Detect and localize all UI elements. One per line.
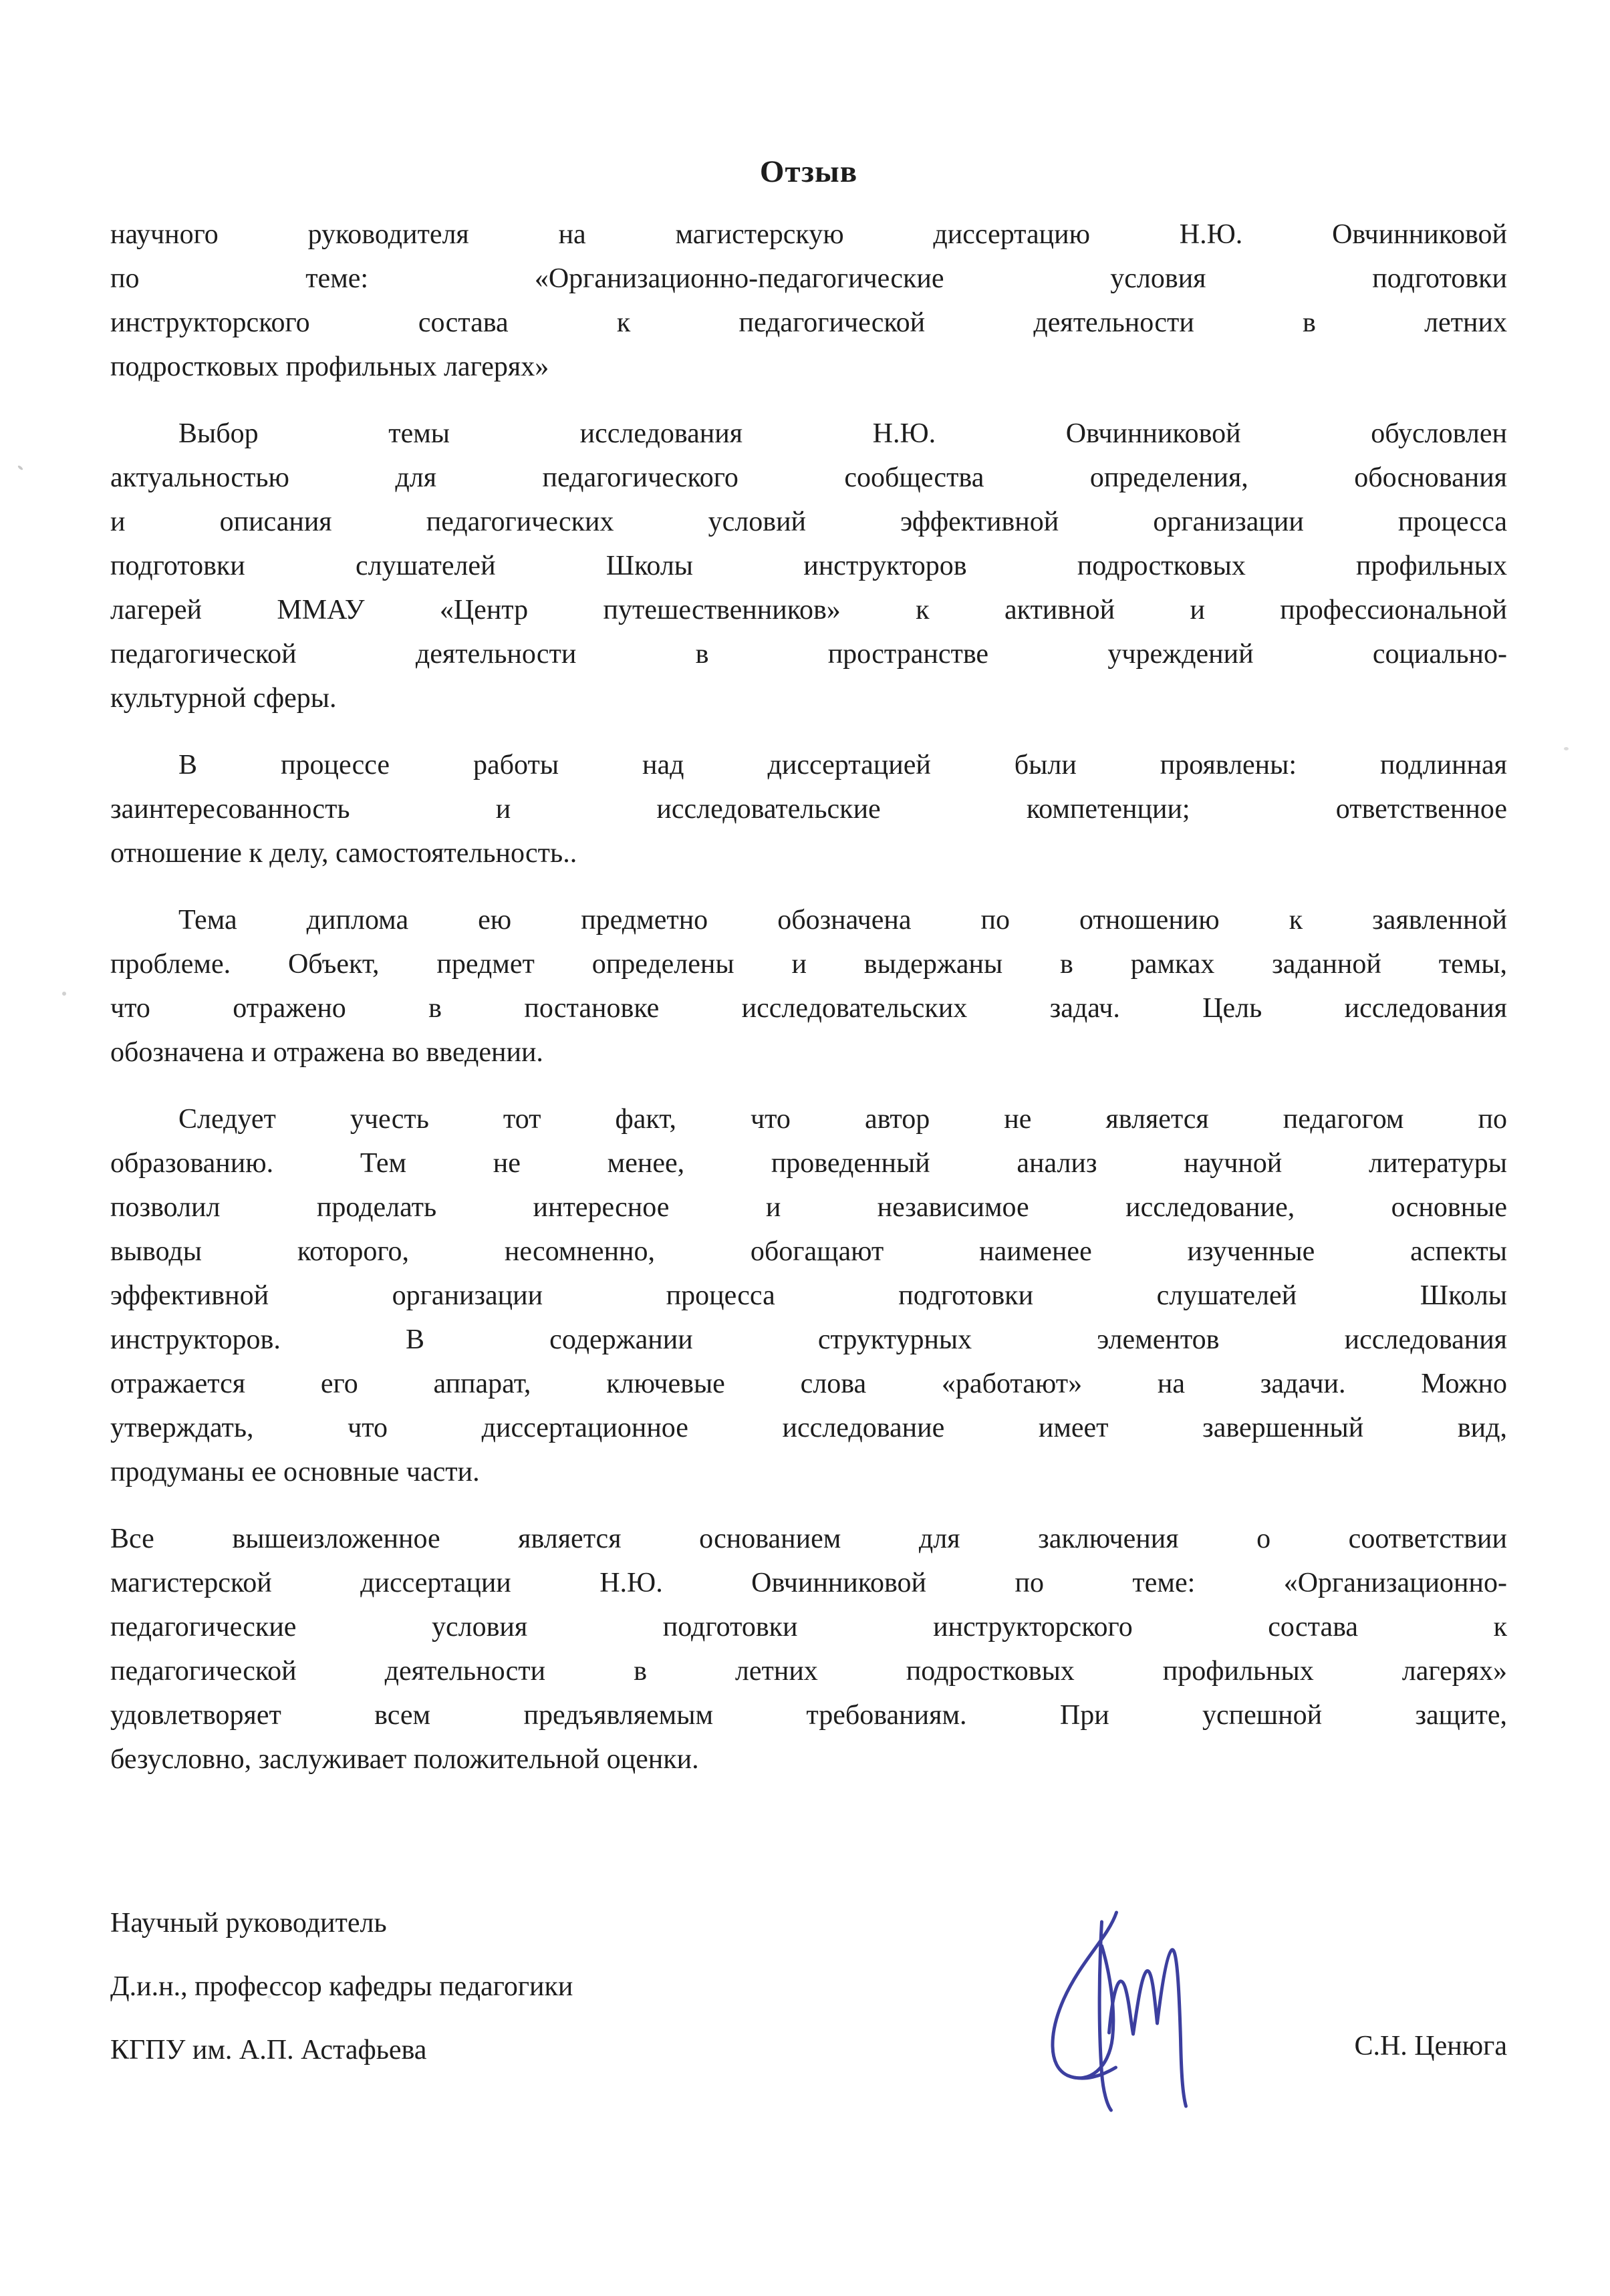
text-line: отношение к делу, самостоятельность..: [110, 838, 577, 869]
handwritten-signature: [1013, 1907, 1216, 2114]
text-line: отражается его аппарат, ключевые слова «работают» на задачи. Можно: [110, 1369, 1507, 1399]
text-line: Выбор темы исследования Н.Ю. Овчинниковой обусловлен: [178, 418, 1507, 449]
signature-block: [110, 1903, 1507, 2124]
text-line: лагерей ММАУ «Центр путешественников» к активной и профессиональной: [110, 595, 1507, 625]
text-line: актуальностью для педагогического сообщества определения, обоснования: [110, 462, 1507, 493]
text-line: по теме: «Организационно-педагогические условия подготовки: [110, 263, 1507, 294]
text-line: позволил проделать интересное и независимое исследование, основные: [110, 1192, 1507, 1223]
text-line: магистерской диссертации Н.Ю. Овчинниковой по теме: «Организационно-: [110, 1568, 1507, 1598]
text-line: педагогической деятельности в пространстве учреждений социально-: [110, 639, 1507, 670]
text-line: педагогической деятельности в летних подростковых профильных лагерях»: [110, 1656, 1507, 1687]
text-line: инструкторского состава к педагогической деятельности в летних: [110, 307, 1507, 338]
text-line: педагогические условия подготовки инструкторского состава к: [110, 1612, 1507, 1642]
signature-name: С.Н. Ценюга: [1354, 2031, 1507, 2061]
scan-speck: [267, 1995, 271, 1999]
text-line: Следует учесть тот факт, что автор не является педагогом по: [178, 1104, 1507, 1135]
signature-credential-line: КГПУ им. А.П. Астафьева: [110, 2035, 427, 2065]
signatory-credentials: [110, 1903, 1507, 2070]
text-line: подготовки слушателей Школы инструкторов подростковых профильных: [110, 551, 1507, 581]
signature-credential-line: Научный руководитель: [110, 1908, 387, 1939]
scan-speck: [1564, 747, 1569, 750]
text-line: подростковых профильных лагерях»: [110, 351, 549, 382]
scan-speck: [17, 465, 23, 471]
text-line: инструкторов. В содержании структурных элементов исследования: [110, 1324, 1507, 1355]
document-content: [110, 151, 1507, 2124]
scan-speck: [62, 992, 66, 996]
text-line: что отражено в постановке исследовательских задач. Цель исследования: [110, 993, 1507, 1024]
text-line: Все вышеизложенное является основанием для заключения о соответствии: [110, 1524, 1507, 1554]
text-line: Тема диплома ею предметно обозначена по отношению к заявленной: [178, 905, 1507, 936]
text-line: удовлетворяет всем предъявляемым требованиям. При успешной защите,: [110, 1700, 1507, 1731]
paragraph: [110, 898, 1507, 1074]
text-line: проблеме. Объект, предмет определены и выдержаны в рамках заданной темы,: [110, 949, 1507, 980]
paragraph: [110, 212, 1507, 389]
text-line: безусловно, заслуживает положительной оценки.: [110, 1744, 699, 1775]
paragraph: [110, 1097, 1507, 1494]
text-line: заинтересованность и исследовательские компетенции; ответственное: [110, 794, 1507, 825]
text-line: утверждать, что диссертационное исследование имеет завершенный вид,: [110, 1413, 1507, 1443]
text-line: культурной сферы.: [110, 683, 337, 714]
text-line: В процессе работы над диссертацией были проявлены: подлинная: [178, 750, 1507, 780]
document-title: Отзыв: [759, 154, 858, 189]
text-line: образованию. Тем не менее, проведенный анализ научной литературы: [110, 1148, 1507, 1179]
paragraph: [110, 412, 1507, 720]
text-line: эффективной организации процесса подготовки слушателей Школы: [110, 1280, 1507, 1311]
text-line: и описания педагогических условий эффективной организации процесса: [110, 507, 1507, 537]
text-line: выводы которого, несомненно, обогащают наименее изученные аспекты: [110, 1236, 1507, 1267]
text-line: обозначена и отражена во введении.: [110, 1037, 543, 1068]
paragraph: [110, 1517, 1507, 1781]
text-line: научного руководителя на магистерскую диссертацию Н.Ю. Овчинниковой: [110, 219, 1507, 250]
signature-credential-line: Д.и.н., профессор кафедры педагогики: [110, 1971, 573, 2002]
document-body: [110, 212, 1507, 1781]
text-line: продуманы ее основные части.: [110, 1457, 480, 1487]
paragraph: [110, 743, 1507, 875]
